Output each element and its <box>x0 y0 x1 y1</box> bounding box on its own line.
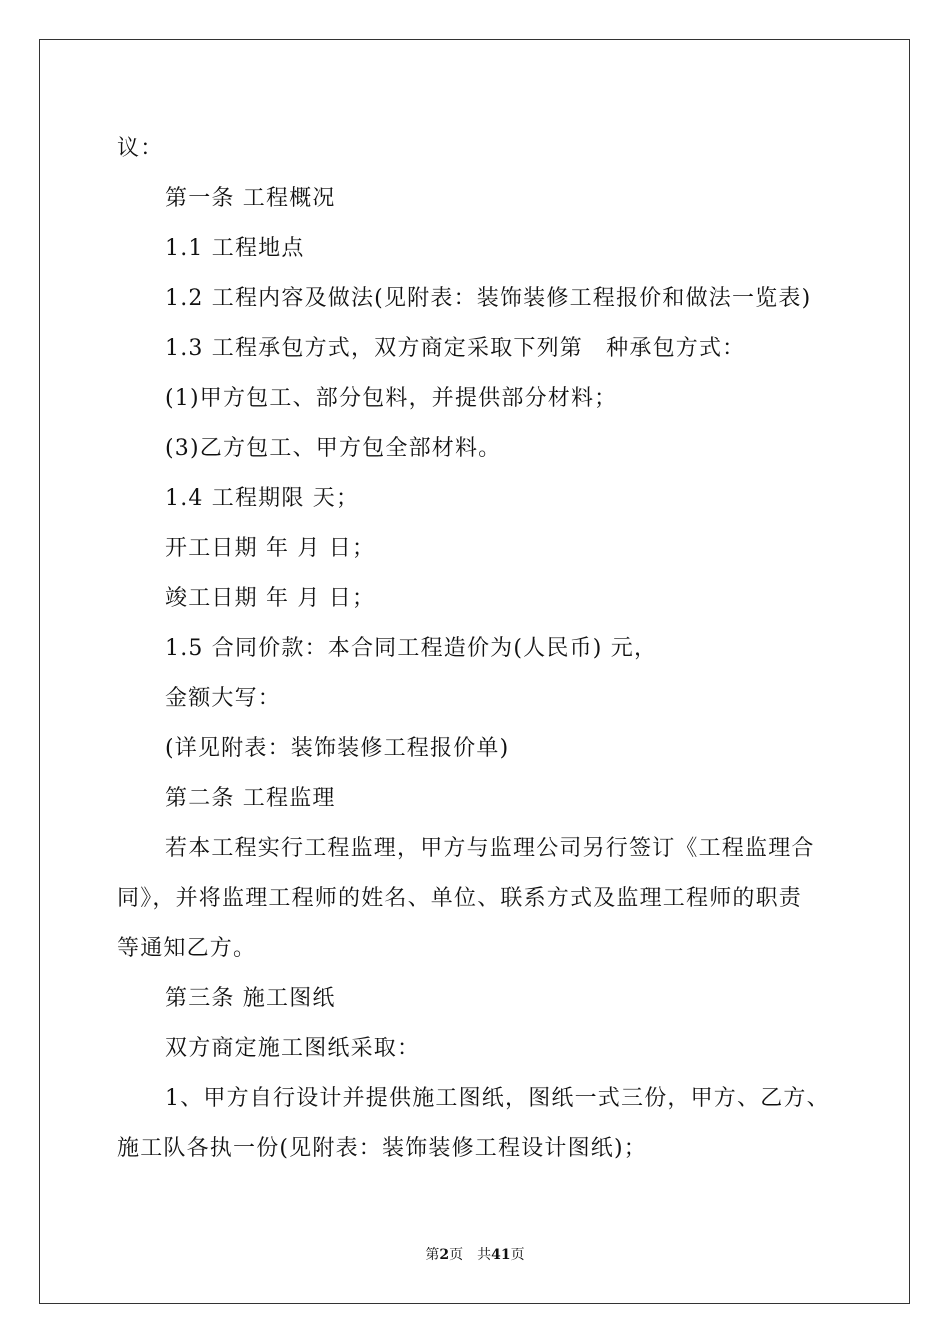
text-line: 施工队各执一份(见附表：装饰装修工程设计图纸)； <box>117 1136 647 1161</box>
text-line: (3)乙方包工、甲方包全部材料。 <box>165 436 502 461</box>
page-border <box>39 39 910 1304</box>
text-line: (1)甲方包工、部分包料，并提供部分材料； <box>165 386 618 411</box>
text-line: 1.1 工程地点 <box>165 236 305 261</box>
text-line: 1.4 工程期限 天； <box>165 486 360 511</box>
text-line: (详见附表：装饰装修工程报价单) <box>165 736 510 761</box>
text-line: 若本工程实行工程监理，甲方与监理公司另行签订《工程监理合 <box>165 836 815 861</box>
page-footer <box>0 1245 950 1265</box>
text-line: 1.3 工程承包方式，双方商定采取下列第 种承包方式： <box>165 336 746 361</box>
text-line: 双方商定施工图纸采取： <box>165 1036 421 1061</box>
text-line: 竣工日期 年 月 日； <box>165 586 376 611</box>
footer-page-number: 2 <box>439 1247 450 1263</box>
text-line: 1.5 合同价款：本合同工程造价为(人民币) 元， <box>165 636 658 661</box>
text-line: 议： <box>117 136 164 161</box>
text-line: 1、甲方自行设计并提供施工图纸，图纸一式三份，甲方、乙方、 <box>165 1086 830 1111</box>
footer-total-pages: 41 <box>491 1247 511 1263</box>
footer-page-suffix: 页 共 <box>449 1247 492 1263</box>
text-line: 同》，并将监理工程师的姓名、单位、联系方式及监理工程师的职责 <box>117 886 803 911</box>
section-heading: 第三条 施工图纸 <box>165 986 336 1011</box>
text-line: 开工日期 年 月 日； <box>165 536 376 561</box>
text-line: 等通知乙方。 <box>117 936 257 961</box>
footer-page-prefix: 第 <box>425 1247 440 1263</box>
section-heading: 第二条 工程监理 <box>165 786 336 811</box>
text-line: 金额大写： <box>165 686 282 711</box>
section-heading: 第一条 工程概况 <box>165 186 336 211</box>
text-line: 1.2 工程内容及做法(见附表：装饰装修工程报价和做法一览表) <box>165 286 812 311</box>
footer-total-suffix: 页 <box>510 1247 525 1263</box>
